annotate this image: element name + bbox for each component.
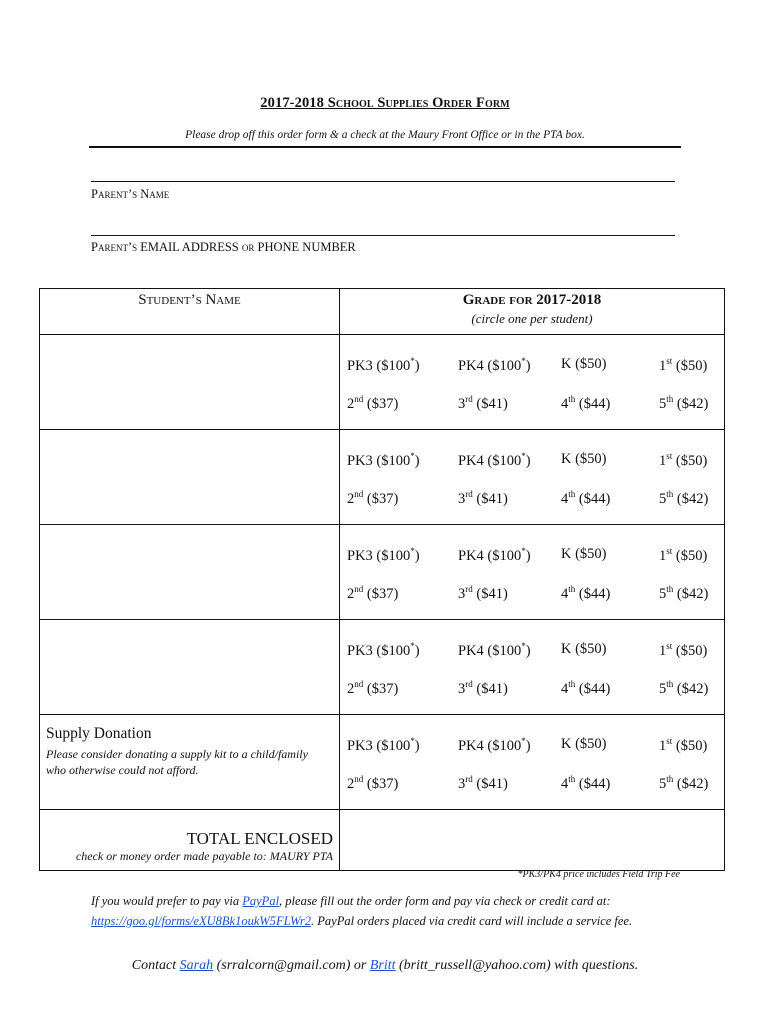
grade-3-price: ($41)	[472, 585, 508, 602]
pk4-close: )	[525, 737, 531, 754]
grade-1-price: ($50)	[672, 642, 708, 659]
grade-options-cell	[340, 525, 725, 620]
pk3-close: )	[414, 357, 420, 374]
contact-sarah-link[interactable]: Sarah	[179, 958, 214, 973]
grade-4-price: ($44)	[575, 680, 611, 697]
pk4-close: )	[525, 547, 531, 564]
paypal-link[interactable]: PayPal	[242, 894, 280, 908]
total-amount-cell[interactable]	[340, 810, 725, 871]
grade-3-price: ($41)	[472, 775, 508, 792]
grade-2-price: ($37)	[363, 775, 399, 792]
grade-1-suffix: st	[666, 546, 673, 556]
student-row	[40, 430, 725, 525]
grade-5-suffix: th	[666, 489, 674, 499]
grade-option-pk3-label: PK3 ($100	[347, 737, 411, 754]
grade-3-suffix: rd	[465, 679, 473, 689]
grade-3-number: 3	[458, 775, 466, 792]
grade-option-pk3-label: PK3 ($100	[347, 452, 411, 469]
header-divider	[89, 146, 681, 148]
grade-2-number: 2	[347, 395, 355, 412]
pk3-asterisk: *	[410, 546, 415, 556]
grade-option-pk4-label: PK4 ($100	[458, 452, 522, 469]
grade-header	[340, 289, 725, 335]
grade-option-pk3-label: PK3 ($100	[347, 357, 411, 374]
grade-5-price: ($42)	[673, 680, 709, 697]
grade-1-number: 1	[659, 547, 667, 564]
contact-britt-link[interactable]: Britt	[369, 958, 396, 973]
grade-3-suffix: rd	[465, 584, 473, 594]
grade-3-price: ($41)	[472, 680, 508, 697]
grade-4-number: 4	[561, 775, 569, 792]
grade-option-4th[interactable]	[561, 679, 610, 698]
grade-4-suffix: th	[568, 394, 576, 404]
pk4-asterisk: *	[521, 451, 526, 461]
grade-option-2nd[interactable]	[347, 489, 398, 508]
grade-option-pk4[interactable]	[458, 546, 531, 565]
grade-5-suffix: th	[666, 584, 674, 594]
grade-option-2nd[interactable]	[347, 679, 398, 698]
grade-option-1st[interactable]	[659, 641, 707, 660]
price-footnote: *PK3/PK4 price includes Field Trip Fee	[517, 869, 680, 880]
pk3-close: )	[414, 452, 420, 469]
total-label-cell	[40, 810, 340, 871]
grade-2-number: 2	[347, 585, 355, 602]
parent-name-label: Parent’s Name	[91, 187, 170, 201]
grade-1-suffix: st	[666, 641, 673, 651]
grade-2-number: 2	[347, 490, 355, 507]
grade-option-1st[interactable]	[659, 736, 707, 755]
student-row	[40, 620, 725, 715]
grade-2-suffix: nd	[354, 394, 364, 404]
grade-option-k[interactable]	[561, 451, 607, 468]
grade-4-price: ($44)	[575, 775, 611, 792]
grade-option-3rd[interactable]	[458, 774, 508, 793]
grade-5-price: ($42)	[673, 490, 709, 507]
student-name-cell[interactable]	[40, 525, 340, 620]
grade-5-suffix: th	[666, 394, 674, 404]
grade-option-pk3[interactable]	[347, 546, 420, 565]
grade-option-pk3-label: PK3 ($100	[347, 547, 411, 564]
grade-3-suffix: rd	[465, 489, 473, 499]
grade-option-pk4[interactable]	[458, 451, 531, 470]
pk3-close: )	[414, 642, 420, 659]
grade-3-suffix: rd	[465, 394, 473, 404]
grade-option-4th[interactable]	[561, 584, 610, 603]
contact-sarah-email: (srralcorn@gmail.com) or	[213, 958, 370, 973]
total-row	[40, 810, 725, 871]
grade-options-cell	[340, 715, 725, 810]
form-instructions: Please drop off this order form & a check at the Maury Front Office or in the PTA box.	[185, 129, 585, 141]
grade-5-number: 5	[659, 490, 667, 507]
grade-option-k-label: K ($50)	[561, 356, 607, 372]
grade-option-2nd[interactable]	[347, 394, 398, 413]
grade-1-price: ($50)	[672, 357, 708, 374]
grade-option-4th[interactable]	[561, 489, 610, 508]
grade-5-price: ($42)	[673, 585, 709, 602]
pk3-asterisk: *	[410, 736, 415, 746]
grade-4-suffix: th	[568, 489, 576, 499]
grade-1-price: ($50)	[672, 547, 708, 564]
pk4-asterisk: *	[521, 641, 526, 651]
grade-option-k-label: K ($50)	[561, 546, 607, 562]
pk3-asterisk: *	[410, 641, 415, 651]
grade-2-suffix: nd	[354, 489, 364, 499]
grade-1-number: 1	[659, 452, 667, 469]
grade-5-suffix: th	[666, 774, 674, 784]
pk3-asterisk: *	[410, 356, 415, 366]
grade-option-2nd[interactable]	[347, 774, 398, 793]
donation-title: Supply Donation	[46, 725, 152, 742]
grade-2-suffix: nd	[354, 679, 364, 689]
grade-2-price: ($37)	[363, 490, 399, 507]
grade-5-number: 5	[659, 585, 667, 602]
grade-option-3rd[interactable]	[458, 679, 508, 698]
grade-option-5th[interactable]	[659, 489, 708, 508]
grade-4-number: 4	[561, 490, 569, 507]
grade-3-number: 3	[458, 490, 466, 507]
grade-4-number: 4	[561, 395, 569, 412]
grade-5-number: 5	[659, 680, 667, 697]
grade-2-suffix: nd	[354, 584, 364, 594]
pk4-asterisk: *	[521, 356, 526, 366]
grade-3-number: 3	[458, 395, 466, 412]
grade-option-k-label: K ($50)	[561, 736, 607, 752]
grade-options-cell	[340, 430, 725, 525]
grade-option-k-label: K ($50)	[561, 641, 607, 657]
grade-1-suffix: st	[666, 356, 673, 366]
grade-options-cell	[340, 620, 725, 715]
grade-4-price: ($44)	[575, 585, 611, 602]
grade-4-number: 4	[561, 585, 569, 602]
grade-option-pk4[interactable]	[458, 736, 531, 755]
pk4-asterisk: *	[521, 546, 526, 556]
grade-4-number: 4	[561, 680, 569, 697]
paypal-text-pre: If you would prefer to pay via	[91, 894, 243, 908]
grade-option-pk3[interactable]	[347, 736, 420, 755]
student-row	[40, 525, 725, 620]
grade-4-price: ($44)	[575, 395, 611, 412]
paypal-text-post: . PayPal orders placed via credit card will include a service fee.	[311, 914, 633, 928]
grade-option-pk4-label: PK4 ($100	[458, 357, 522, 374]
paypal-form-url[interactable]: https://goo.gl/forms/eXU8Bk1oukW5FLWr2	[91, 914, 312, 928]
student-row	[40, 335, 725, 430]
grade-4-suffix: th	[568, 774, 576, 784]
grade-1-number: 1	[659, 737, 667, 754]
grade-option-pk3[interactable]	[347, 356, 420, 375]
grade-1-number: 1	[659, 357, 667, 374]
grade-option-k-label: K ($50)	[561, 451, 607, 467]
pk4-close: )	[525, 452, 531, 469]
grade-option-2nd[interactable]	[347, 584, 398, 603]
grade-option-4th[interactable]	[561, 394, 610, 413]
grade-4-suffix: th	[568, 584, 576, 594]
grade-5-number: 5	[659, 395, 667, 412]
grade-5-suffix: th	[666, 679, 674, 689]
grade-2-price: ($37)	[363, 395, 399, 412]
grade-option-3rd[interactable]	[458, 489, 508, 508]
grade-option-pk3[interactable]	[347, 641, 420, 660]
student-name-cell[interactable]	[40, 335, 340, 430]
grade-1-price: ($50)	[672, 737, 708, 754]
grade-option-5th[interactable]	[659, 774, 708, 793]
grade-option-k[interactable]	[561, 356, 607, 373]
donation-note: Please consider donating a supply kit to a child/family who otherwise could not afford.	[46, 747, 308, 777]
grade-option-4th[interactable]	[561, 774, 610, 793]
grade-option-k[interactable]	[561, 641, 607, 658]
form-title: 2017-2018 School Supplies Order Form	[260, 95, 510, 111]
grade-option-pk3-label: PK3 ($100	[347, 642, 411, 659]
parent-name-line[interactable]	[91, 181, 675, 182]
contact-line	[0, 958, 770, 974]
grade-option-1st[interactable]	[659, 546, 707, 565]
grade-5-price: ($42)	[673, 775, 709, 792]
grade-option-1st[interactable]	[659, 356, 707, 375]
grade-5-price: ($42)	[673, 395, 709, 412]
grade-4-price: ($44)	[575, 490, 611, 507]
grade-option-3rd[interactable]	[458, 394, 508, 413]
pk3-asterisk: *	[410, 451, 415, 461]
parent-contact-line[interactable]	[91, 235, 675, 236]
pk3-close: )	[414, 547, 420, 564]
grade-option-pk4[interactable]	[458, 356, 531, 375]
grade-option-1st[interactable]	[659, 451, 707, 470]
payment-payee-note: check or money order made payable to: MAURY PTA	[75, 849, 333, 863]
paypal-text-mid: , please fill out the order form and pay via check or credit card at:	[279, 894, 611, 908]
grade-1-number: 1	[659, 642, 667, 659]
grade-option-k[interactable]	[561, 736, 607, 753]
grade-3-number: 3	[458, 680, 466, 697]
student-name-cell[interactable]	[40, 430, 340, 525]
grade-2-price: ($37)	[363, 680, 399, 697]
donation-cell	[40, 715, 340, 810]
grade-option-pk4-label: PK4 ($100	[458, 547, 522, 564]
pk4-close: )	[525, 357, 531, 374]
grade-3-price: ($41)	[472, 395, 508, 412]
grade-header-title: Grade for 2017-2018	[462, 292, 602, 308]
grade-option-5th[interactable]	[659, 394, 708, 413]
grade-3-suffix: rd	[465, 774, 473, 784]
parent-contact-label: Parent’s EMAIL ADDRESS or PHONE NUMBER	[91, 240, 356, 254]
grade-option-pk4[interactable]	[458, 641, 531, 660]
grade-1-suffix: st	[666, 736, 673, 746]
pk4-close: )	[525, 642, 531, 659]
grade-option-k[interactable]	[561, 546, 607, 563]
table-header-row	[40, 289, 725, 335]
grade-option-5th[interactable]	[659, 584, 708, 603]
grade-option-pk4-label: PK4 ($100	[458, 737, 522, 754]
donation-row	[40, 715, 725, 810]
grade-3-price: ($41)	[472, 490, 508, 507]
grade-2-price: ($37)	[363, 585, 399, 602]
paypal-instructions	[91, 891, 701, 931]
grade-option-5th[interactable]	[659, 679, 708, 698]
grade-1-suffix: st	[666, 451, 673, 461]
grade-2-number: 2	[347, 775, 355, 792]
grade-5-number: 5	[659, 775, 667, 792]
grade-option-pk3[interactable]	[347, 451, 420, 470]
total-enclosed-label: TOTAL ENCLOSED	[186, 829, 333, 848]
grade-option-pk4-label: PK4 ($100	[458, 642, 522, 659]
student-name-header: Student’s Name	[40, 289, 340, 335]
student-order-table	[39, 288, 725, 871]
grade-2-number: 2	[347, 680, 355, 697]
student-name-cell[interactable]	[40, 620, 340, 715]
grade-1-price: ($50)	[672, 452, 708, 469]
pk4-asterisk: *	[521, 736, 526, 746]
pk3-close: )	[414, 737, 420, 754]
grade-options-cell	[340, 335, 725, 430]
contact-text-pre: Contact	[131, 958, 180, 973]
grade-3-number: 3	[458, 585, 466, 602]
grade-option-3rd[interactable]	[458, 584, 508, 603]
grade-4-suffix: th	[568, 679, 576, 689]
grade-2-suffix: nd	[354, 774, 364, 784]
contact-britt-email: (britt_russell@yahoo.com) with questions.	[395, 958, 639, 973]
grade-header-instruction: (circle one per student)	[471, 311, 593, 326]
